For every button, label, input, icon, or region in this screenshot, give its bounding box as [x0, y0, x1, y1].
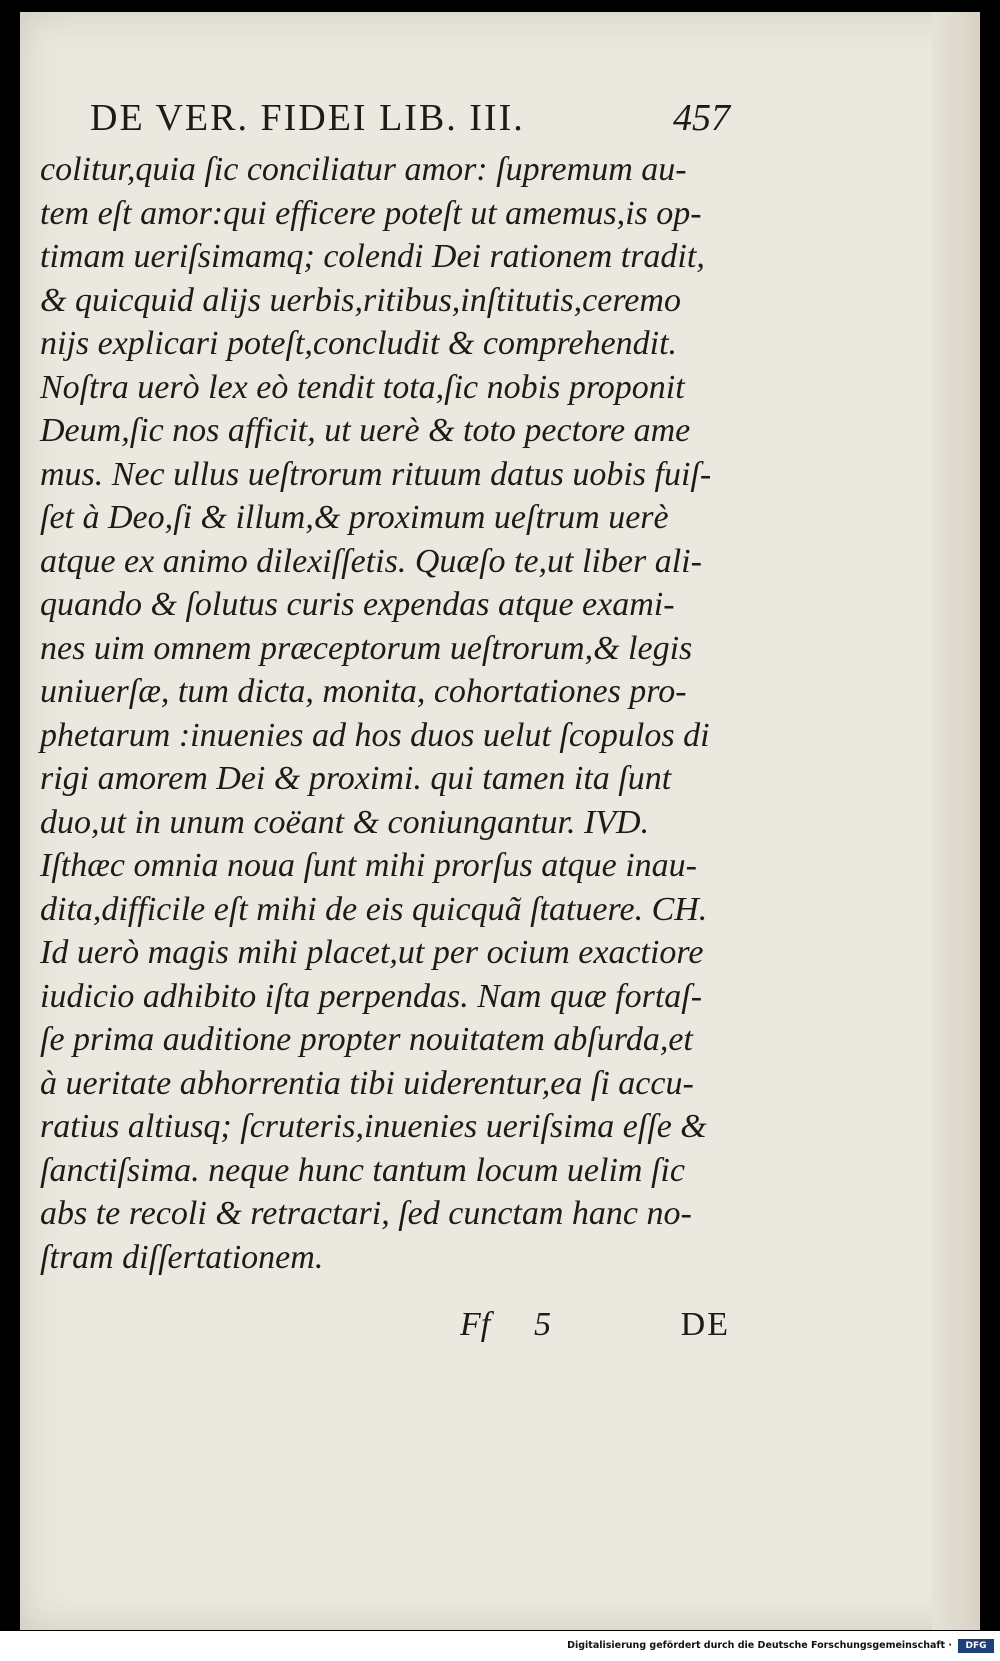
text-line: Id uerò magis mihi placet,ut per ocium exactiore: [40, 934, 704, 971]
page-edge: [932, 12, 980, 1630]
body-text: [40, 148, 740, 1279]
text-line: à ueritate abhorrentia tibi uiderentur,ea ſi accu-: [40, 1064, 694, 1102]
page-number: 457: [673, 97, 730, 139]
text-line: ſanctiſsima. neque hunc tantum locum uelim ſic: [40, 1151, 685, 1189]
text-line: nes uim omnem præceptorum ueſtrorum,& legis: [40, 629, 693, 667]
signature-line: [460, 1306, 730, 1356]
text-line: & quicquid alijs uerbis,ritibus,inſtitutis,ceremo: [40, 281, 681, 319]
text-line: atque ex animo dilexiſſetis. Quæſo te,ut liber ali-: [40, 542, 702, 580]
text-line: uniuerſæ, tum dicta, monita, cohortationes pro-: [40, 673, 687, 710]
text-line: duo,ut in unum coëant & coniungantur. IVD.: [40, 803, 650, 841]
funding-credit: Digitalisierung gefördert durch die Deutsche Forschungsgemeinschaft ·: [567, 1640, 952, 1651]
digitization-footer: [0, 1631, 1000, 1661]
text-line: nijs explicari poteſt,concludit & comprehendit.: [40, 325, 678, 362]
text-line: colitur,quia ſic conciliatur amor: ſupremum au-: [40, 151, 687, 188]
text-line: rigi amorem Dei & proximi. qui tamen ita ſunt: [40, 760, 672, 797]
signature-mark: Ff: [460, 1306, 491, 1343]
text-line: Noſtra uerò lex eò tendit tota,ſic nobis proponit: [40, 368, 685, 406]
text-line: mus. Nec ullus ueſtrorum rituum datus uobis fuiſ-: [40, 455, 712, 493]
running-head: [90, 96, 730, 142]
text-line: ſe prima auditione propter nouitatem abſurda,et: [40, 1021, 693, 1058]
text-line: iudicio adhibito iſta perpendas. Nam quæ fortaſ-: [40, 977, 703, 1015]
dfg-logo: DFG: [958, 1639, 994, 1653]
text-line: timam ueriſsimamq; colendi Dei rationem tradit,: [40, 238, 705, 275]
text-line: quando & ſolutus curis expendas atque exami-: [40, 586, 675, 623]
running-title: DE VER. FIDEI LIB. III.: [90, 97, 525, 139]
text-line: abs te recoli & retractari, ſed cunctam hanc no-: [40, 1195, 692, 1232]
text-line: Iſthæc omnia noua ſunt mihi prorſus atque inau-: [40, 847, 698, 884]
signature-number: 5: [534, 1306, 551, 1343]
text-line: tem eſt amor:qui efficere poteſt ut amemus,is op-: [40, 194, 702, 232]
text-line: ſtram diſſertationem.: [40, 1238, 324, 1276]
text-line: phetarum :inuenies ad hos duos uelut ſcopulos di: [40, 716, 710, 754]
text-line: ſet à Deo,ſi & illum,& proximum ueſtrum uerè: [40, 499, 669, 536]
text-line: dita,difficile eſt mihi de eis quicquã ſtatuere. CH.: [40, 890, 708, 928]
catchword: DE: [680, 1306, 730, 1343]
text-line: ratius altiusq; ſcruteris,inuenies ueriſsima eſſe &: [40, 1108, 707, 1145]
text-line: Deum,ſic nos afficit, ut uerè & toto pectore ame: [40, 412, 691, 449]
